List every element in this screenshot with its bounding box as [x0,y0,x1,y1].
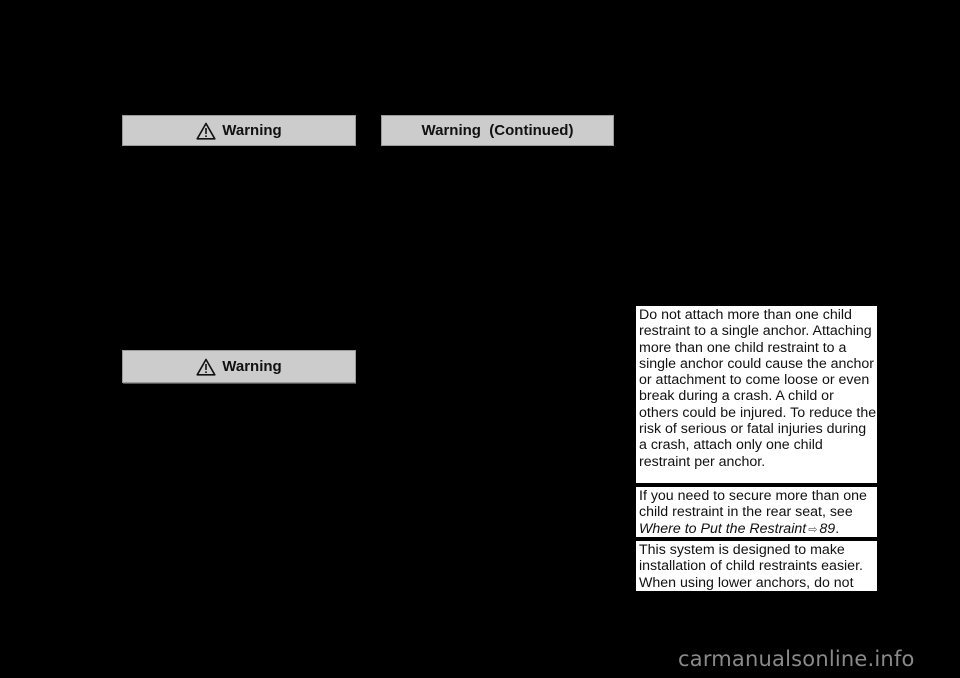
warning-header-label: Warning [222,358,282,375]
warning-header-label: Warning [222,122,282,139]
period: . [835,520,840,537]
paragraph-anchor-warning: Do not attach more than one child restraint to a single anchor. Attaching more than one child restraint to a single anchor could cause the anchor or attachment to come loose or even break during a crash. A child or others could be injured. To reduce the risk of serious or fatal injuries during a crash, attach only one child restraint per anchor. [639,307,877,470]
warning-continued-label: Warning (Continued) [421,122,574,139]
text-block-multiple-restraints [636,487,877,537]
text-block-anchor-warning [636,306,877,483]
page-arrow-icon: ⇨ [808,523,818,536]
page-number[interactable]: 89 [819,520,836,537]
paragraph-multiple-restraints [639,488,877,538]
cross-reference-link[interactable]: Where to Put the Restraint [639,520,807,537]
watermark: carmanualsonline.info [678,647,915,671]
text-block-system-design [636,541,877,591]
warning-triangle-icon [196,358,216,376]
paragraph-system-design: This system is designed to make installation of child restraints easier. When using lower anchors, do not [639,542,863,591]
warning-continued-header [381,115,614,146]
header-shadow-line [123,383,356,384]
warning-triangle-icon [196,122,216,140]
warning-header-2 [122,350,356,383]
paragraph-text: If you need to secure more than one child restraint in the rear seat, see [639,488,867,521]
warning-header-1 [122,115,356,146]
